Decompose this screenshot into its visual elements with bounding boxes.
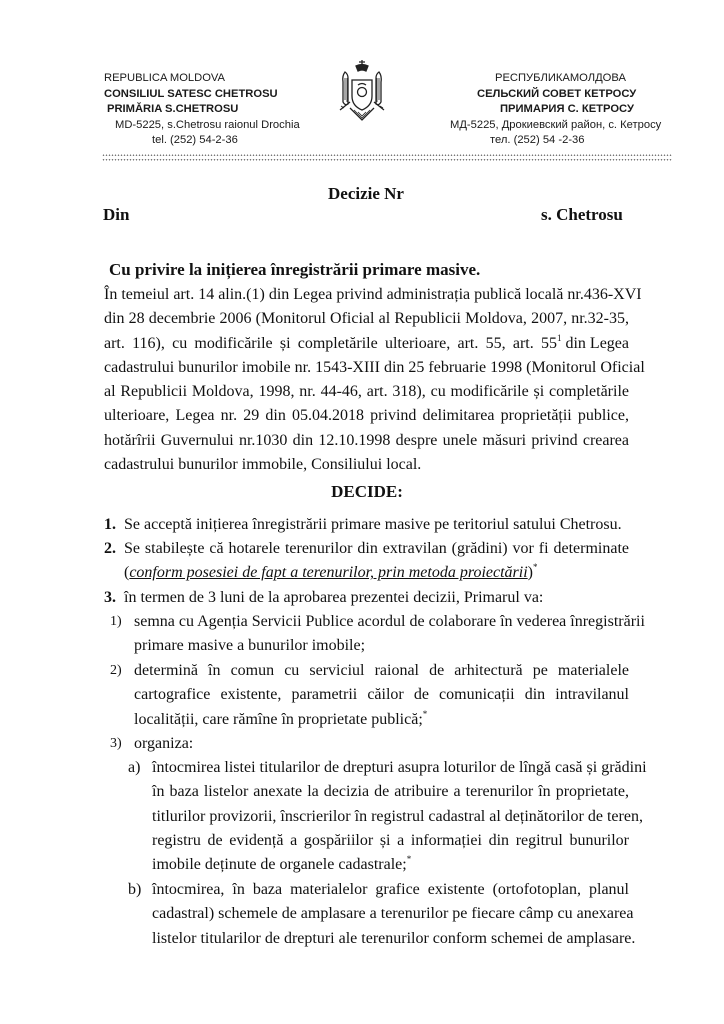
subitem-2 <box>110 659 629 732</box>
preamble-line-main: art. 116), cu modificările și completările ulterioare, art. 55, art. 55 <box>104 334 557 352</box>
asterisk-mark: * <box>406 854 412 865</box>
preamble-line: ulterioare, Legea nr. 29 din 05.04.2018 privind delimitarea proprietății publice, <box>104 407 629 425</box>
letterhead-russian <box>450 71 690 149</box>
letterhead-mayoralty: PRIMĂRIA S.CHETROSU <box>107 103 239 115</box>
letter-item-line: în baza listelor anexate la decizia de atribuire a terenurilor în proprietate, <box>152 783 629 801</box>
item-number: 1. <box>104 516 116 533</box>
item-emphasis: conform posesiei de fapt a terenurilor, prin metoda proiectării <box>129 564 528 582</box>
decision-title: Decizie Nr <box>328 184 404 203</box>
preamble-line: În temeiul art. 14 alin.(1) din Legea privind administrația publică locală nr.436-XVI <box>104 286 642 303</box>
paren-open: ( <box>124 564 130 582</box>
subitem-line <box>134 708 629 732</box>
decision-item-3 <box>104 586 629 610</box>
letter-item-line: cadastral) schemele de amplasare a terenurilor pe fiecare câmp cu anexarea <box>152 905 634 923</box>
item-line <box>124 561 629 585</box>
footnote-superscript: 1 <box>556 332 562 343</box>
item-line: în termen de 3 luni de la aprobarea prezentei decizii, Primarul va: <box>124 589 544 606</box>
paren-close: ) <box>527 564 533 582</box>
preamble-line: din 28 decembrie 2006 (Monitorul Oficial al Republicii Moldova, 2007, nr.32-35, <box>104 310 629 328</box>
letterhead-address: MD-5225, s.Chetrosu raionul Drochia <box>115 118 300 131</box>
asterisk-mark: * <box>422 708 428 719</box>
letterhead-divider <box>102 153 672 162</box>
item-number: 3. <box>104 589 116 606</box>
preamble-line: cadastrului bunurilor immobile, Consiliului local. <box>104 456 422 474</box>
decide-heading: DECIDE: <box>331 482 403 501</box>
letter-item-line-text: imobile deținute de organele cadastrale; <box>152 856 407 874</box>
letter-item-b <box>128 878 636 951</box>
preamble-line-tail <box>557 332 629 356</box>
preamble-line <box>104 332 629 356</box>
letterhead-romanian <box>104 71 334 149</box>
letter-item-line <box>152 853 629 877</box>
subitem-number: 2) <box>110 663 122 678</box>
letterhead-phone-ru: тел. (252) 54 -2-36 <box>490 134 585 146</box>
subitem-1 <box>110 610 645 659</box>
letterhead-address-ru: МД-5225, Дрокиевский район, с. Кетросу <box>450 118 662 131</box>
letterhead-country: REPUBLICA MOLDOVA <box>104 72 226 84</box>
decision-subject: Cu privire la inițierea înregistrării primare masive. <box>109 260 481 279</box>
preamble-line: cadastrului bunurilor imobile nr. 1543-XIII din 25 februarie 1998 (Monitorul Oficial <box>104 358 645 376</box>
item-number: 2. <box>104 540 116 557</box>
letter-item-label: b) <box>128 881 142 898</box>
letter-item-line: titlurilor provizorii, înscrierilor în registrul cadastral al deținătorilor de teren, <box>152 807 643 825</box>
asterisk-mark: * <box>533 562 538 573</box>
date-label: Din <box>103 205 130 224</box>
item-line: Se acceptă inițierea înregistrării primare masive pe teritoriul satului Chetrosu. <box>124 516 622 533</box>
letter-item-label: a) <box>128 759 141 776</box>
preamble-tail-text: din Legea <box>561 334 629 352</box>
item-line: Se stabilește că hotarele terenurilor din extravilan (grădini) vor fi determinate <box>124 540 629 557</box>
letter-item-line: listelor titularilor de drepturi ale terenurilor conform schemei de amplasare. <box>152 929 636 947</box>
subitem-line-text: localității, care rămîne în proprietate publică; <box>134 710 423 728</box>
subitem-line: primare masive a bunurilor imobile; <box>134 637 366 655</box>
letterhead-council-ru: СЕЛЬСКИЙ СОВЕТ КЕТРОСУ <box>477 87 637 100</box>
letter-item-line: întocmirea listei titularilor de drepturi asupra loturilor de lîngă casă și grădini <box>152 759 647 776</box>
letterhead-phone: tel. (252) 54-2-36 <box>152 134 238 146</box>
location-label: s. Chetrosu <box>541 205 623 224</box>
subitem-number: 3) <box>110 736 122 751</box>
subitem-line: determină în comun cu serviciul raional de arhitectură pe materialele <box>134 662 629 679</box>
subitem-line: organiza: <box>134 735 194 752</box>
subitem-number: 1) <box>110 614 122 629</box>
letter-item-line: întocmirea, în baza materialelor grafice existente (ortofotoplan, planul <box>152 881 629 898</box>
preamble-line: al Republicii Moldova, 1998, nr. 44-46, art. 318), cu modificările și completările <box>104 383 629 401</box>
preamble-line: hotărîrii Guvernului nr.1030 din 12.10.1998 despre unele măsuri privind crearea <box>104 431 629 449</box>
letter-item-a <box>128 756 647 877</box>
letter-item-line: registru de evidență a gospăriilor și a informației din regitrul bunurilor <box>152 831 629 849</box>
letterhead-country-ru: РЕСПУБЛИКАМОЛДОВА <box>495 72 626 84</box>
letterhead-council: CONSILIUL SATESC CHETROSU <box>104 87 278 100</box>
subitem-line: semna cu Agenția Servicii Publice acordul de colaborare în vederea înregistrării <box>134 613 645 630</box>
preamble-paragraph <box>104 283 645 477</box>
decision-item-1 <box>104 513 629 537</box>
coat-of-arms-icon <box>336 58 388 124</box>
letterhead-mayoralty-ru: ПРИМАРИЯ С. КЕТРОСУ <box>500 103 634 115</box>
subitem-line: cartografice existente, parametrii căilor de comunicații din intravilanul <box>134 686 629 704</box>
preamble-line-text <box>104 332 557 356</box>
subitem-3 <box>110 732 629 756</box>
decision-item-2 <box>104 537 629 586</box>
